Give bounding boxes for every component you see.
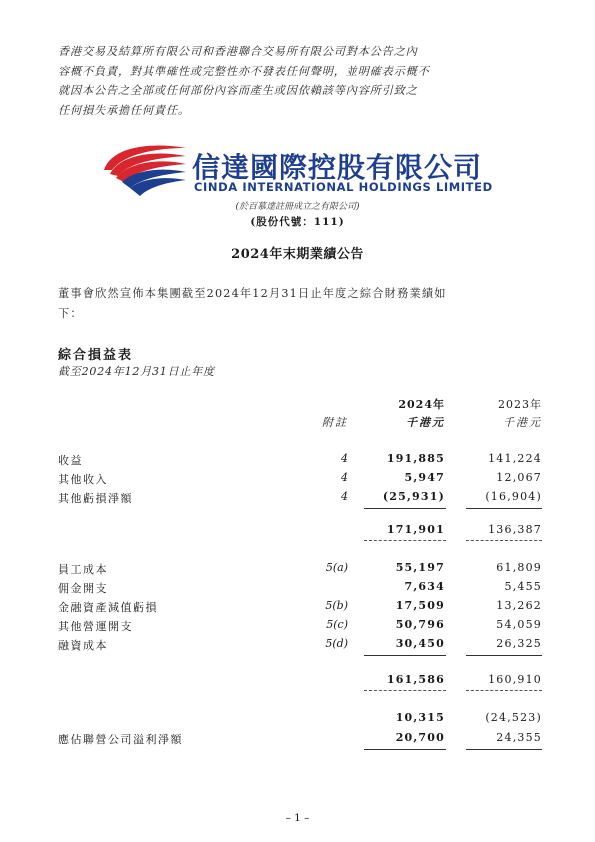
intro-paragraph [58,284,542,324]
row-label: 佣金開支 [58,582,108,595]
table-row [58,580,542,596]
row-value-2023: 141,224 [488,452,542,465]
disclaimer-line: 就因本公告之全部或任何部份內容而產生或因依賴該等內容所引致之 [58,84,418,97]
cinda-swirl-icon [100,140,190,200]
header-note: 附註 [322,416,348,429]
row-value-2024: 55,197 [395,561,445,574]
row-note: 4 [341,490,348,503]
row-value-2023: 24,355 [496,731,542,744]
row-note: 5(c) [326,618,348,631]
page-number: – 1 – [285,812,310,824]
row-value-2024: 50,796 [395,618,445,631]
table-row [58,452,542,468]
row-value-2024: 10,315 [395,711,445,724]
table-row [58,471,542,487]
disclaimer-line: 容概不負責，對其準確性或完整性亦不發表任何聲明，並明確表示概不 [58,64,430,78]
row-value-2023: 160,910 [488,673,542,686]
table-row [58,711,542,727]
disclaimer-line: 香港交易及結算所有限公司和香港聯合交易所有限公司對本公告之內 [58,45,418,58]
subtotal-rule [364,655,446,656]
subtotal-rule [466,508,542,509]
row-note: 4 [341,471,348,484]
row-value-2024: 17,509 [395,599,445,612]
row-value-2023: 54,059 [496,618,542,631]
row-label: 其他收入 [58,473,108,486]
row-value-2024: 191,885 [386,452,445,465]
row-label: 應佔聯營公司溢利淨額 [58,733,183,746]
total-rule [364,690,446,691]
table-row [58,673,542,689]
row-value-2023: 26,325 [496,637,542,650]
table-row [58,599,542,615]
row-value-2023: 13,262 [496,599,542,612]
total-rule [364,540,446,541]
table-row [58,618,542,634]
row-value-2024: 161,586 [386,673,445,686]
total-rule [466,690,542,691]
stock-code: (股份代號：111) [250,216,345,228]
row-value-2023: 136,387 [488,523,542,536]
intro-line: 董事會欣然宣佈本集團截至2024年12月31日止年度之綜合財務業績如 [58,287,447,300]
subtotal-rule [466,655,542,656]
row-label: 其他營運開支 [58,620,133,633]
table-row [58,731,542,747]
row-label: 融資成本 [58,639,108,652]
header-year-2024: 2024年 [398,398,445,411]
incorporation-note: (於百慕達註冊成立之有限公司) [235,202,360,212]
statement-period: 截至2024年12月31日止年度 [58,365,215,378]
company-name-en: CINDA INTERNATIONAL HOLDINGS LIMITED [194,180,493,194]
header-year-2023: 2023年 [498,398,542,411]
row-label: 其他虧損淨額 [58,492,133,505]
table-row [58,637,542,653]
row-value-2024: 20,700 [395,731,445,744]
row-value-2024: 5,947 [404,471,445,484]
table-row [58,523,542,539]
row-label: 收益 [58,454,83,467]
row-label: 員工成本 [58,563,108,576]
statement-title: 綜合損益表 [58,348,134,363]
row-value-2024: 30,450 [395,637,445,650]
company-name-cn: 信達國際控股有限公司 [192,151,483,184]
row-value-2023: (16,904) [485,490,542,503]
row-value-2023: (24,523) [485,711,542,724]
row-label: 金融資產減值虧損 [58,601,158,614]
intro-line: 下： [58,307,83,320]
table-row [58,490,542,506]
row-value-2024: (25,931) [382,490,445,503]
announcement-title: 2024年末期業績公告 [231,247,364,262]
disclaimer-line: 任何損失承擔任何責任。 [58,103,190,117]
row-note: 5(d) [325,637,348,650]
row-note: 5(a) [325,561,348,574]
row-note: 5(b) [325,599,348,612]
subtotal-rule [364,749,446,750]
row-value-2024: 7,634 [404,580,445,593]
header-unit-2024: 千港元 [406,416,445,429]
row-value-2024: 171,901 [386,523,445,536]
total-rule [466,540,542,541]
subtotal-rule [364,508,446,509]
header-unit-2023: 千港元 [503,416,542,429]
subtotal-rule [466,749,542,750]
company-logo [100,140,500,202]
row-note: 4 [341,452,348,465]
table-row [58,561,542,577]
row-value-2023: 61,809 [496,561,542,574]
row-value-2023: 12,067 [496,471,542,484]
row-value-2023: 5,455 [504,580,542,593]
disclaimer [58,42,542,120]
